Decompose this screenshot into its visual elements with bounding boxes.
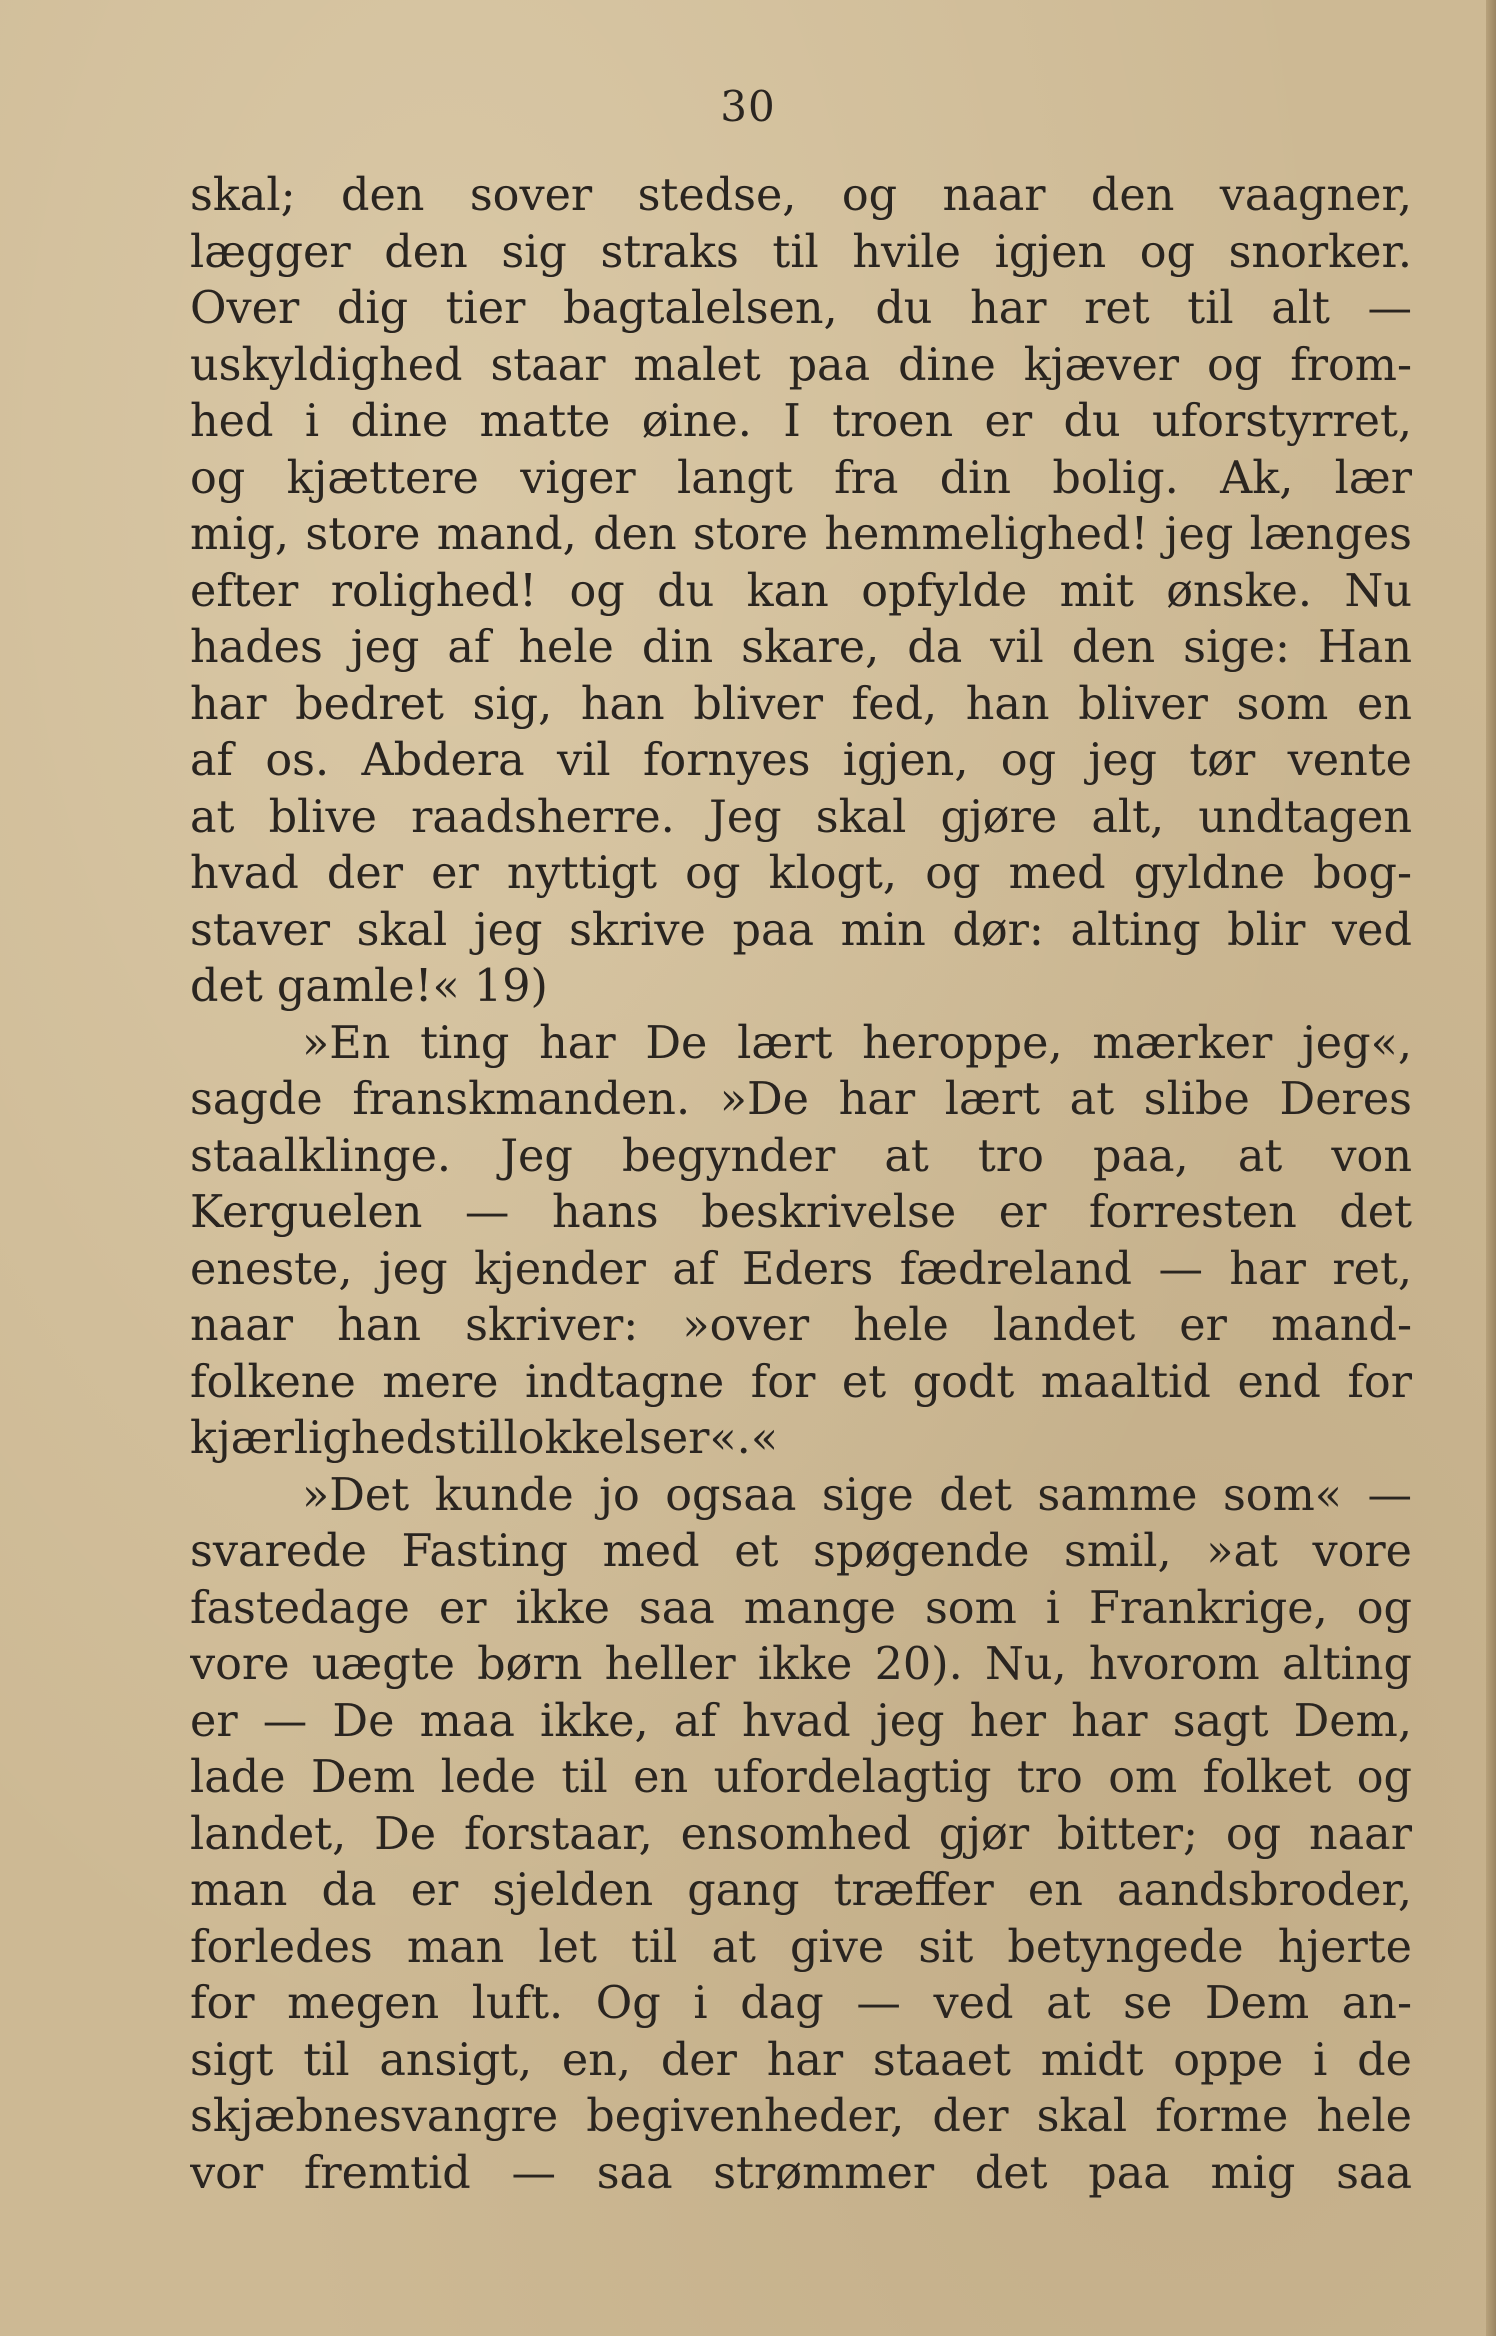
- text-line: for megen luft. Og i dag — ved at se Dem an-: [190, 1978, 1412, 2029]
- text-line: mig, store mand, den store hemmelighed! jeg længes: [190, 509, 1412, 560]
- page-edge: [1486, 0, 1496, 2336]
- text-line: skal; den sover stedse, og naar den vaagner,: [190, 170, 1412, 221]
- text-line: Kerguelen — hans beskrivelse er forresten det: [190, 1187, 1412, 1238]
- text-line: hades jeg af hele din skare, da vil den sige: Han: [190, 622, 1412, 673]
- text-line: kjærlighedstillokkelser«.«: [190, 1413, 779, 1464]
- text-line: sagde franskmanden. »De har lært at slibe Deres: [190, 1074, 1412, 1125]
- text-line: staver skal jeg skrive paa min dør: alting blir ved: [190, 904, 1412, 956]
- body-text: [190, 168, 1412, 2202]
- text-line: af os. Abdera vil fornyes igjen, og jeg tør vente: [190, 735, 1412, 786]
- text-line: lægger den sig straks til hvile igjen og snorker.: [190, 226, 1412, 278]
- text-line: det gamle!« 19): [190, 961, 548, 1012]
- text-line: vore uægte børn heller ikke 20). Nu, hvorom alting: [190, 1639, 1412, 1690]
- text-line: fastedage er ikke saa mange som i Frankrige, og: [190, 1582, 1412, 1634]
- text-line: man da er sjelden gang træffer en aandsbroder,: [190, 1865, 1412, 1916]
- text-line: skjæbnesvangre begivenheder, der skal forme hele: [190, 2091, 1412, 2142]
- text-line: folkene mere indtagne for et godt maaltid end for: [190, 1356, 1412, 1408]
- text-line: svarede Fasting med et spøgende smil, »at vore: [190, 1526, 1412, 1577]
- text-line: at blive raadsherre. Jeg skal gjøre alt, undtagen: [190, 791, 1412, 843]
- text-line: »Det kunde jo ogsaa sige det samme som« —: [302, 1469, 1412, 1521]
- text-line: efter rolighed! og du kan opfylde mit ønske. Nu: [190, 565, 1412, 617]
- text-line: er — De maa ikke, af hvad jeg her har sagt Dem,: [190, 1695, 1412, 1747]
- text-line: hed i dine matte øine. I troen er du uforstyrret,: [190, 396, 1412, 447]
- text-line: eneste, jeg kjender af Eders fædreland — har ret,: [190, 1243, 1412, 1295]
- page-number: 30: [720, 82, 776, 131]
- text-line: naar han skriver: »over hele landet er mand-: [190, 1300, 1412, 1351]
- text-line: staalklinge. Jeg begynder at tro paa, at von: [190, 1130, 1412, 1182]
- text-line: forledes man let til at give sit betyngede hjerte: [190, 1921, 1412, 1973]
- text-line: har bedret sig, han bliver fed, han bliver som en: [190, 678, 1412, 730]
- text-line: sigt til ansigt, en, der har staaet midt oppe i de: [190, 2034, 1412, 2086]
- text-line: Over dig tier bagtalelsen, du har ret til alt —: [190, 283, 1412, 334]
- text-line: vor fremtid — saa strømmer det paa mig saa: [190, 2147, 1412, 2199]
- text-line: »En ting har De lært heroppe, mærker jeg«,: [302, 1017, 1412, 1069]
- text-line: landet, De forstaar, ensomhed gjør bitter; og naar: [190, 1808, 1412, 1860]
- text-line: hvad der er nyttigt og klogt, og med gyldne bog-: [190, 848, 1412, 899]
- text-line: lade Dem lede til en ufordelagtig tro om folket og: [190, 1752, 1412, 1803]
- text-line: uskyldighed staar malet paa dine kjæver og from-: [190, 339, 1412, 391]
- text-line: og kjættere viger langt fra din bolig. Ak, lær: [190, 452, 1412, 504]
